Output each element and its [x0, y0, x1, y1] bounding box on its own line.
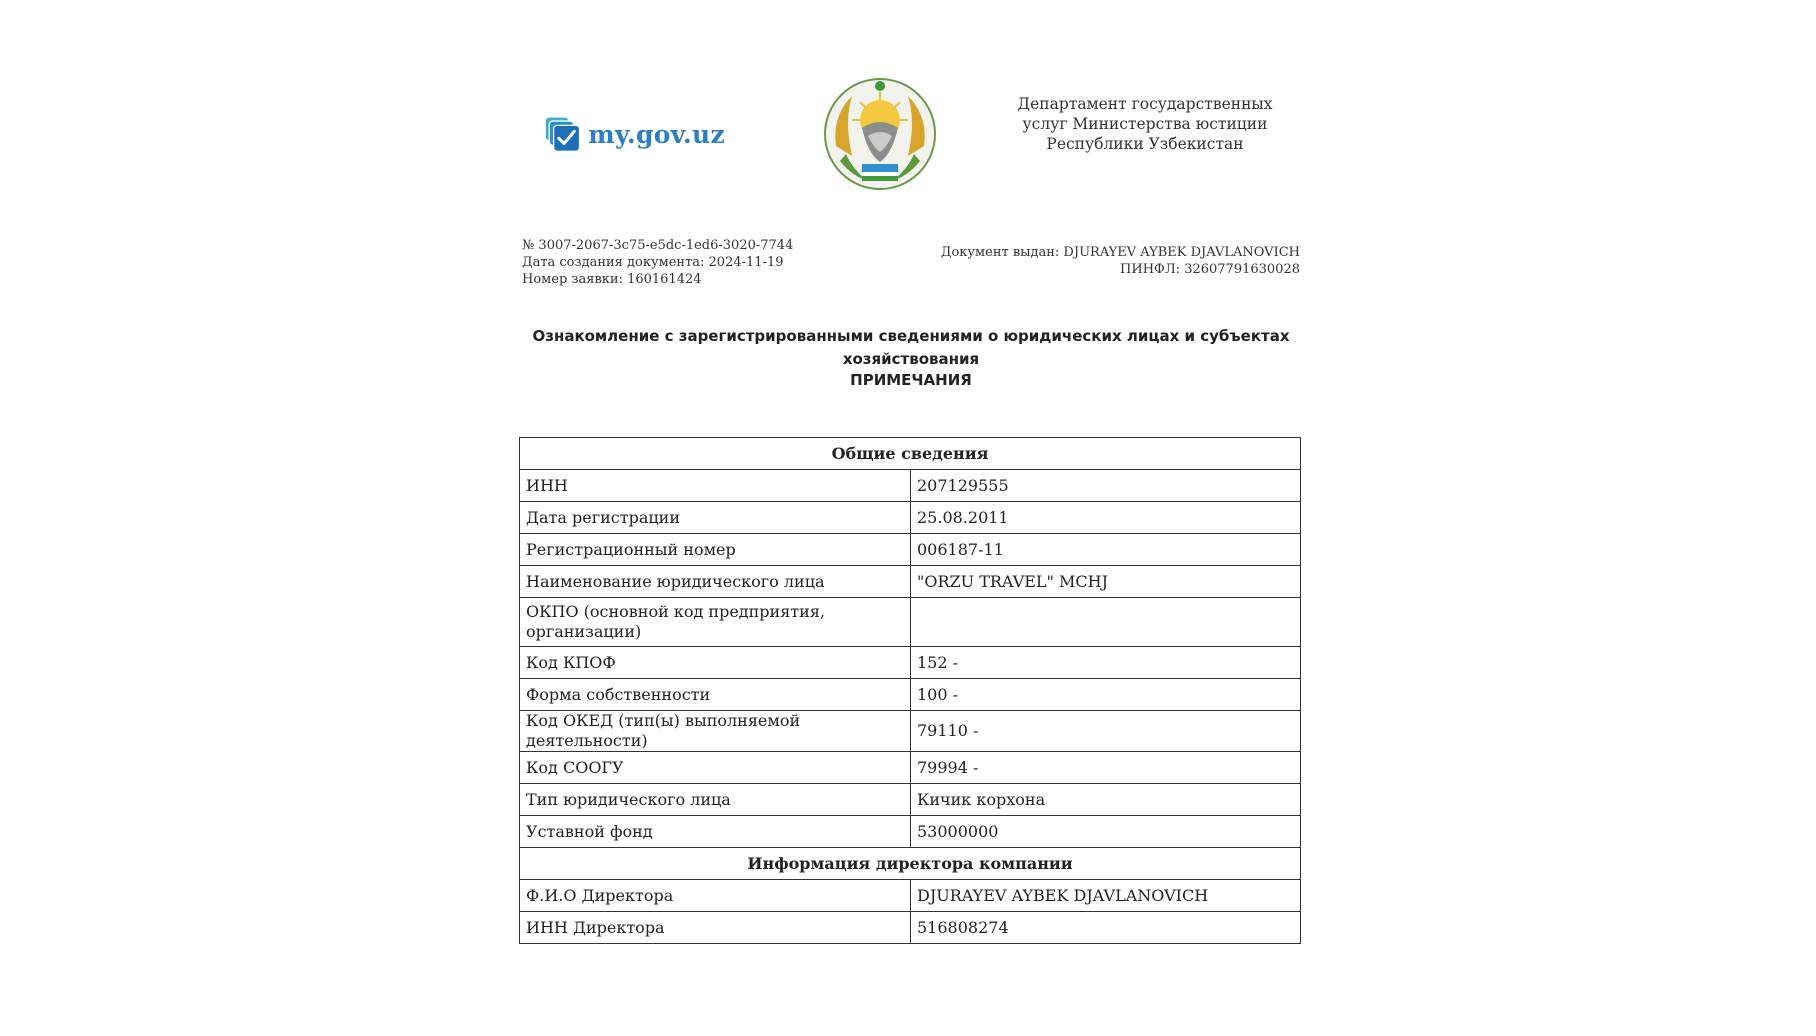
row-value: 25.08.2011 — [911, 502, 1301, 534]
section-header-row — [520, 438, 1301, 470]
uzbekistan-emblem-icon — [822, 76, 938, 192]
section-director-info: Информация директора компании — [520, 848, 1301, 880]
document-subtitle: ПРИМЕЧАНИЯ — [850, 371, 972, 389]
row-value: 79110 - — [911, 711, 1301, 752]
row-label: Ф.И.О Директора — [520, 880, 911, 912]
info-table — [519, 437, 1301, 944]
row-label: ОКПО (основной код предприятия, организации) — [520, 598, 911, 647]
table-row — [520, 566, 1301, 598]
row-label: Наименование юридического лица — [520, 566, 911, 598]
row-label: Дата регистрации — [520, 502, 911, 534]
row-label: Регистрационный номер — [520, 534, 911, 566]
table-row — [520, 912, 1301, 944]
row-value: 207129555 — [911, 470, 1301, 502]
table-row — [520, 470, 1301, 502]
table-row — [520, 502, 1301, 534]
row-label: Код КПОФ — [520, 647, 911, 679]
table-row — [520, 647, 1301, 679]
table-row — [520, 598, 1301, 647]
table-row — [520, 679, 1301, 711]
department-name: Департамент государственных услуг Министерства юстиции Республики Узбекистан — [1017, 95, 1273, 153]
document-title: Ознакомление с зарегистрированными сведениями о юридических лицах и субъектах хозяйствования — [532, 327, 1290, 368]
mygov-check-icon — [545, 113, 581, 155]
row-value: 79994 - — [911, 752, 1301, 784]
row-label: ИНН Директора — [520, 912, 911, 944]
row-label: Форма собственности — [520, 679, 911, 711]
row-label: Код ОКЕД (тип(ы) выполняемой деятельности) — [520, 711, 911, 752]
logo-text: my.gov.uz — [588, 119, 725, 149]
row-label: Код СООГУ — [520, 752, 911, 784]
row-label: Уставной фонд — [520, 816, 911, 848]
table-row — [520, 880, 1301, 912]
row-value: "ORZU TRAVEL" MCHJ — [911, 566, 1301, 598]
table-row — [520, 534, 1301, 566]
issued-to: Документ выдан: DJURAYEV AYBEK DJAVLANOVICH — [940, 245, 1300, 260]
row-value: 006187-11 — [911, 534, 1301, 566]
row-label: ИНН — [520, 470, 911, 502]
recipient-meta — [941, 244, 1300, 278]
table-row — [520, 784, 1301, 816]
section-general-info: Общие сведения — [520, 438, 1301, 470]
row-label: Тип юридического лица — [520, 784, 911, 816]
table-row — [520, 711, 1301, 752]
request-number: Номер заявки: 160161424 — [522, 272, 702, 287]
row-value — [911, 598, 1301, 647]
table-row — [520, 816, 1301, 848]
row-value: 516808274 — [911, 912, 1301, 944]
row-value: 53000000 — [911, 816, 1301, 848]
row-value: 152 - — [911, 647, 1301, 679]
section-header-row — [520, 848, 1301, 880]
creation-date: Дата создания документа: 2024-11-19 — [522, 255, 784, 270]
document-meta — [522, 237, 793, 288]
row-value: DJURAYEV AYBEK DJAVLANOVICH — [911, 880, 1301, 912]
table-row — [520, 752, 1301, 784]
mygov-logo — [545, 111, 725, 157]
pinfl: ПИНФЛ: 32607791630028 — [1120, 262, 1300, 277]
document-number: № 3007-2067-3c75-e5dc-1ed6-3020-7744 — [522, 238, 794, 253]
row-value: Кичик корхона — [911, 784, 1301, 816]
row-value: 100 - — [911, 679, 1301, 711]
